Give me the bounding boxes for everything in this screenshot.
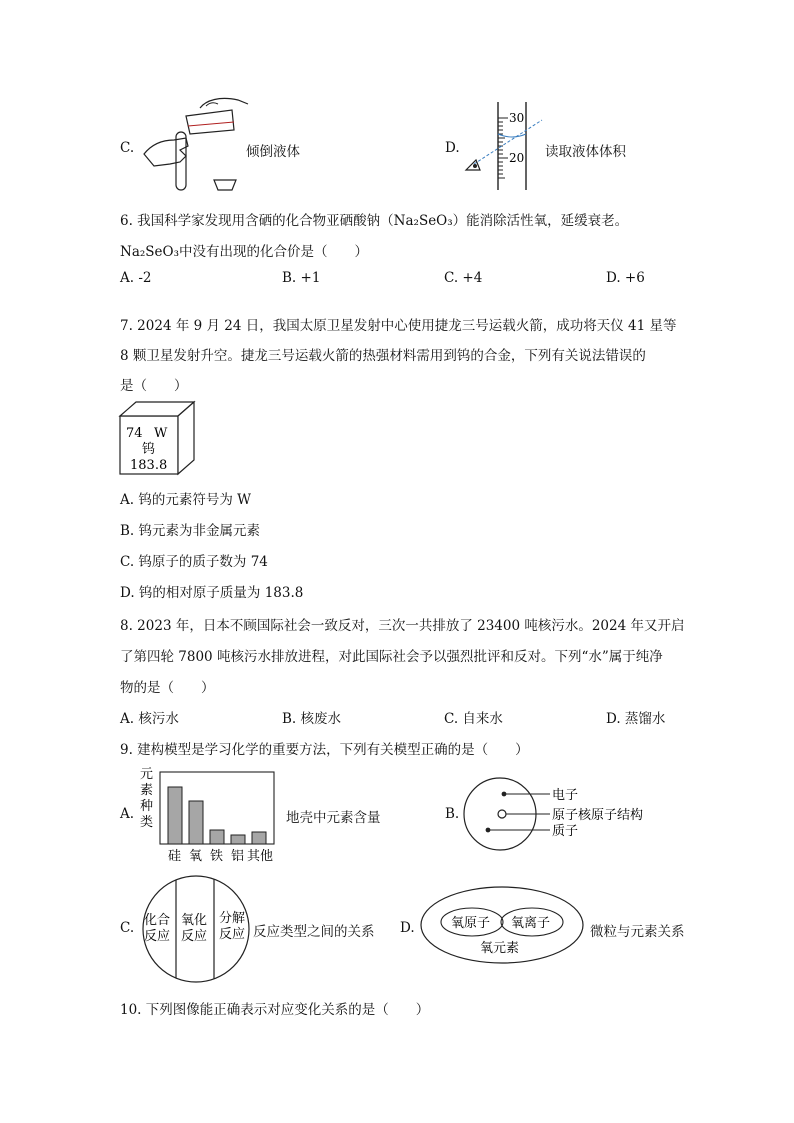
label-nucleus: 原子核原子结构 (552, 808, 644, 823)
element-name: 钨 (142, 442, 156, 457)
reaction-types-diagram (138, 874, 254, 984)
particle-element-diagram (418, 884, 588, 966)
q8-option-c: C. 自来水 (444, 711, 503, 727)
label-electron: 电子 (552, 788, 579, 803)
cell-2-line2: 反应 (181, 929, 208, 944)
q8-stem-line1: 8. 2023 年，日本不顾国际社会一致反对，三次一共排放了 23400 吨核污水。2024 年又开启 (120, 618, 685, 634)
q8-stem-line3: 物的是（ ） (120, 680, 215, 696)
x-tick-label-4: 其他 (247, 849, 274, 864)
q6-option-a: A. -2 (120, 270, 152, 286)
y-axis-char-3: 种 (140, 799, 154, 814)
read-volume-illustration (462, 100, 544, 192)
bar-0 (168, 787, 182, 844)
x-tick-label-2: 铁 (210, 849, 224, 864)
cell-1-line1: 化合 (144, 913, 171, 928)
crust-element-bar-chart (140, 764, 288, 864)
q6-option-b: B. +1 (282, 270, 321, 286)
atom-structure-model (462, 774, 662, 858)
q7-option-a: A. 钨的元素符号为 W (120, 492, 251, 508)
x-tick-label-0: 硅 (168, 849, 182, 864)
oxygen-ion-label: 氧离子 (511, 916, 551, 931)
q7-stem-line1: 7. 2024 年 9 月 24 日，我国太原卫星发射中心使用捷龙三号运载火箭，成功将天仪 41 星等 (120, 318, 677, 334)
q5-option-d-label: D. (445, 140, 460, 156)
q8-option-d: D. 蒸馏水 (606, 711, 666, 727)
element-number: 74 (126, 426, 143, 441)
cylinder-tick-30: 30 (509, 111, 525, 125)
pour-liquid-illustration (140, 96, 250, 196)
x-tick-label-1: 氧 (189, 849, 203, 864)
q5-option-c-text: 倾倒液体 (246, 144, 300, 160)
y-axis-char-2: 素 (140, 783, 154, 798)
bar-3 (231, 835, 245, 844)
cylinder-tick-20: 20 (509, 151, 525, 165)
label-proton: 质子 (552, 824, 579, 839)
q7-stem-line3: 是（ ） (120, 378, 188, 394)
tungsten-element-card (118, 400, 198, 476)
q8-stem-line2: 了第四轮 7800 吨核污水排放进程，对此国际社会予以强烈批评和反对。下列“水”属于纯净 (120, 649, 663, 665)
q7-option-c: C. 钨原子的质子数为 74 (120, 554, 268, 570)
bar-2 (210, 830, 224, 844)
q9-option-a-caption: 地壳中元素含量 (286, 810, 381, 826)
q6-stem-line1: 6. 我国科学家发现用含硒的化合物亚硒酸钠（Na₂SeO₃）能消除活性氧，延缓衰老。 (120, 213, 629, 229)
q10-stem: 10. 下列图像能正确表示对应变化关系的是（ ） (120, 1002, 430, 1018)
q9-option-d-label: D. (400, 920, 415, 936)
q9-option-d-caption: 微粒与元素关系 (590, 924, 685, 940)
q9-stem: 9. 建构模型是学习化学的重要方法，下列有关模型正确的是（ ） (120, 742, 529, 758)
q7-option-d: D. 钨的相对原子质量为 183.8 (120, 585, 304, 601)
cell-2-line1: 氧化 (181, 913, 208, 928)
q7-option-b: B. 钨元素为非金属元素 (120, 523, 261, 539)
x-tick-label-3: 铝 (231, 849, 245, 864)
oxygen-element-label: 氧元素 (480, 941, 520, 956)
cell-3-line2: 反应 (219, 927, 246, 942)
bar-4 (252, 832, 266, 844)
y-axis-char-4: 类 (140, 815, 154, 830)
q8-option-b: B. 核废水 (282, 711, 342, 727)
element-symbol: W (154, 426, 168, 441)
q9-option-b-label: B. (445, 806, 460, 822)
oxygen-atom-label: 氧原子 (451, 916, 491, 931)
y-axis-char-1: 元 (140, 767, 154, 782)
cell-3-line1: 分解 (219, 911, 246, 926)
q9-option-a-label: A. (120, 806, 135, 822)
q9-option-c-label: C. (120, 920, 135, 936)
cell-1-line2: 反应 (144, 929, 171, 944)
q9-option-c-caption: 反应类型之间的关系 (253, 924, 375, 940)
q8-option-a: A. 核污水 (120, 711, 179, 727)
q6-option-c: C. +4 (444, 270, 483, 286)
q6-stem-line2: Na₂SeO₃中没有出现的化合价是（ ） (120, 244, 368, 260)
q7-stem-line2: 8 颗卫星发射升空。捷龙三号运载火箭的热强材料需用到钨的合金，下列有关说法错误的 (120, 348, 646, 364)
element-mass: 183.8 (130, 458, 168, 473)
bar-1 (189, 801, 203, 844)
q6-option-d: D. +6 (606, 270, 645, 286)
q5-option-c-label: C. (120, 140, 135, 156)
q5-option-d-text: 读取液体体积 (545, 144, 626, 160)
